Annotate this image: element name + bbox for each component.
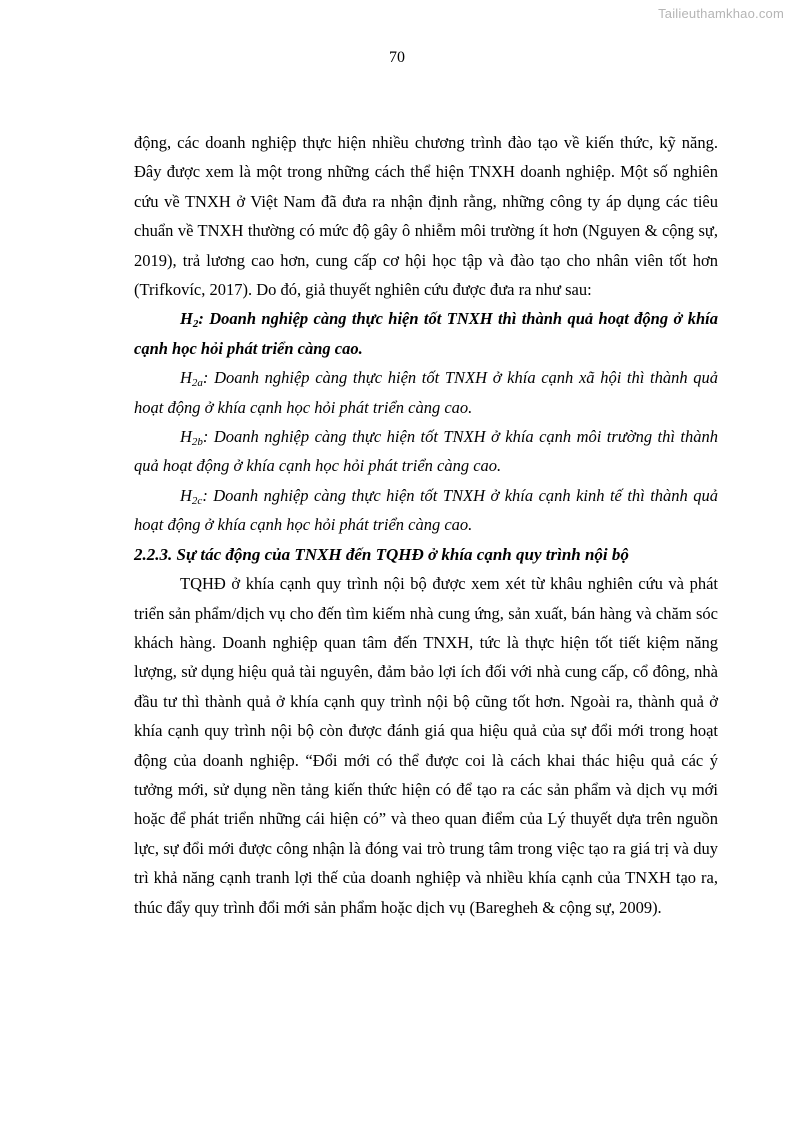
hypothesis-text: : Doanh nghiệp càng thực hiện tốt TNXH ở khía cạnh kinh tế thì thành quả hoạt động ở khía cạnh học hỏi phát triển càng cao. [134,485,718,535]
intro-paragraph: động, các doanh nghiệp thực hiện nhiều chương trình đào tạo về kiến thức, kỹ năng. Đây được xem là một trong những cách thể hiện TNXH doanh nghiệp. Một số nghiên cứu về TNXH ở Việt Nam đã đưa ra nhận định rằng, những công ty áp dụng các tiêu chuẩn về TNXH thường có mức độ gây ô nhiễm môi trường ít hơn (Nguyen & cộng sự, 2019), trả lương cao hơn, cung cấp cơ hội học tập và đào tạo cho nhân viên tốt hơn (Trifkovíc, 2017). Do đó, giả thuyết nghiên cứu được đưa ra như sau: [134,133,718,300]
hypothesis-subscript: 2c [191,494,203,507]
hypothesis-subscript: 2b [191,436,203,449]
hypothesis-label: H [180,427,192,447]
watermark-text: Tailieuthamkhao.com [658,6,784,21]
hypothesis-text: : Doanh nghiệp càng thực hiện tốt TNXH ở khía cạnh xã hội thì thành quả hoạt động ở khía cạnh học hỏi phát triển càng cao. [134,368,718,417]
hypothesis-text: : Doanh nghiệp càng thực hiện tốt TNXH ở khía cạnh môi trường thì thành quả hoạt động ở khía cạnh học hỏi phát triển càng cao. [134,427,718,476]
hypothesis-h2 [134,304,718,363]
hypothesis-text: : Doanh nghiệp càng thực hiện tốt TNXH thì thành quả hoạt động ở khía cạnh học hỏi phát triển càng cao. [134,309,718,358]
hypothesis-label: H [180,309,193,329]
section-body-paragraph: TQHĐ ở khía cạnh quy trình nội bộ được xem xét từ khâu nghiên cứu và phát triển sản phẩm/dịch vụ cho đến tìm kiếm nhà cung ứng, sản xuất, bán hàng và chăm sóc khách hàng. Doanh nghiệp quan tâm đến TNXH, tức là thực hiện tốt tiết kiệm năng lượng, sử dụng hiệu quả tài nguyên, đảm bảo lợi ích đối với nhà cung cấp, cổ đông, nhà đầu tư thì thành quả ở khía cạnh quy trình nội bộ cũng tốt hơn. Ngoài ra, thành quả ở khía cạnh quy trình nội bộ còn được đánh giá qua hiệu quả của sự đổi mới trong hoạt động của doanh nghiệp. “Đổi mới có thể được coi là cách khai thác hiệu quả các ý tưởng mới, sử dụng nền tảng kiến thức hiện có để tạo ra các sản phẩm và dịch vụ mới hoặc để phát triển những cái hiện có” và theo quan điểm của Lý thuyết dựa trên nguồn lực, sự đổi mới được công nhận là đóng vai trò trung tâm trong việc tạo ra giá trị và duy trì khả năng cạnh tranh lợi thế của doanh nghiệp và nhiều khía cạnh của TNXH tạo ra, thúc đẩy quy trình đổi mới sản phẩm hoặc dịch vụ (Baregheh & cộng sự, 2009). [134,574,718,917]
hypothesis-h2b [134,422,718,481]
hypothesis-h2c [134,481,718,540]
hypothesis-h2a [134,363,718,422]
section-heading: 2.2.3. Sự tác động của TNXH đến TQHĐ ở khía cạnh quy trình nội bộ [134,544,629,564]
hypothesis-label: H [180,368,192,388]
page-number: 70 [389,49,405,66]
hypothesis-subscript: 2 [192,318,199,331]
hypothesis-subscript: 2a [191,377,203,390]
document-body [134,128,718,922]
hypothesis-label: H [180,485,192,505]
